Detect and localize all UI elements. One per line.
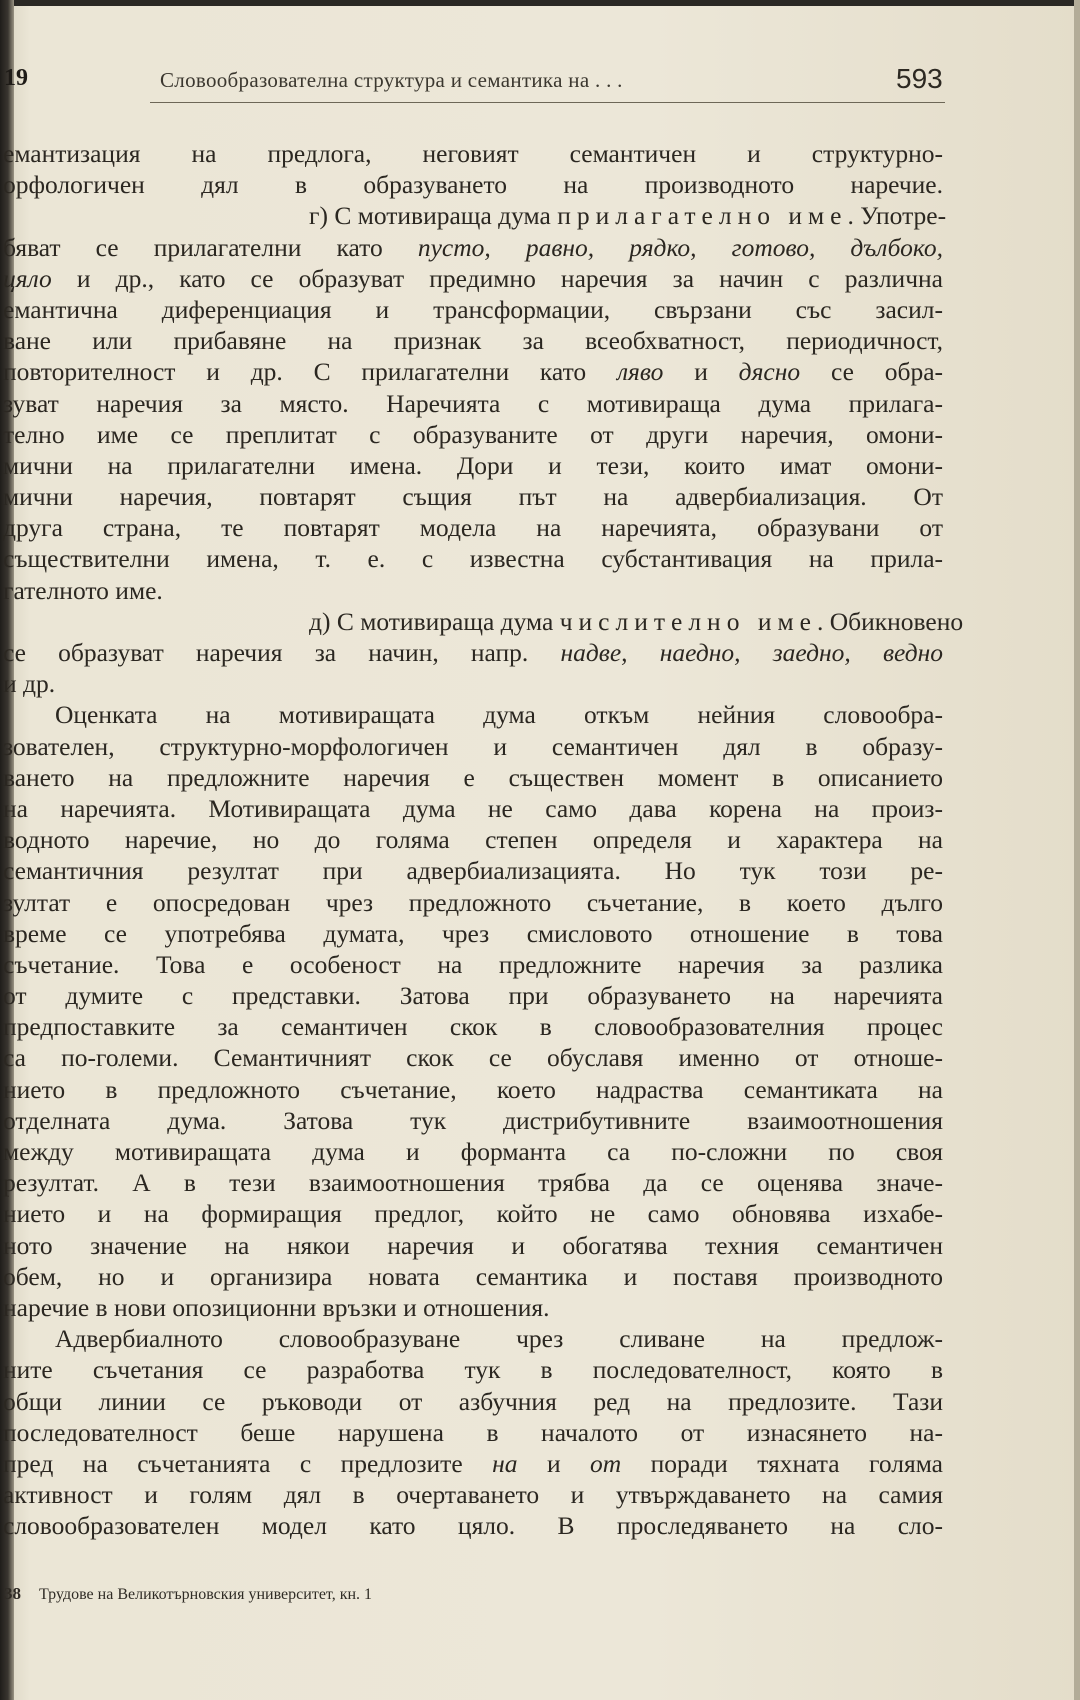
text-line: и др. xyxy=(3,669,56,699)
text-run: . Употре- xyxy=(847,201,947,231)
text-line: ването на предложните наречия е съществен момент в описанието xyxy=(3,762,943,792)
text-line: зователен, структурно-морфологичен и семантичен дял в образу- xyxy=(3,731,943,761)
page-top-edge xyxy=(0,0,1080,6)
text-line xyxy=(3,1448,943,1479)
text-line: съчетание. Това е особеност на предложните наречия за разлика xyxy=(3,949,943,979)
text-run: и xyxy=(663,357,739,387)
text-line: телно име се преплитат с образуваните от други наречия, омони- xyxy=(3,419,943,449)
italic-term: на xyxy=(492,1448,518,1478)
text-line xyxy=(3,263,943,294)
text-line: наречие в нови опозиционни връзки и отношения. xyxy=(3,1292,550,1322)
signature-number: 38 xyxy=(4,1584,21,1603)
text-line: нието и на формиращия предлог, който не само обновява изхабе- xyxy=(3,1199,943,1229)
text-line: мични на прилагателни имена. Дори и тези, които имат омони- xyxy=(3,450,943,480)
running-title: Словообразователна структура и семантика на . . . xyxy=(160,68,623,92)
page-footer xyxy=(4,1584,904,1604)
text-line: предпоставките за семантичен скок в словообразователния процес xyxy=(3,1012,943,1042)
body-text xyxy=(3,138,964,1541)
header-cut-number: 19 xyxy=(4,65,28,91)
text-line: резултат. А в тези взаимоотношения трябва да се оценява значе- xyxy=(3,1168,943,1198)
text-line: нието в предложното съчетание, което надраства семантиката на xyxy=(3,1074,943,1104)
text-line: последователност беше нарушена в началото от изнасянето на- xyxy=(3,1417,943,1447)
text-line: емантизация на предлога, неговият семантичен и структурно- xyxy=(3,139,943,168)
spaced-term: числително име xyxy=(559,606,817,636)
text-line: мични наречия, повтарят същия път на адвербиализация. От xyxy=(3,482,943,512)
italic-term: цяло xyxy=(3,263,52,293)
text-line xyxy=(3,200,947,231)
footer-text: Трудове на Великотърновския университет, кн. 1 xyxy=(39,1586,373,1603)
text-line: Адвербиалното словообразуване чрез сливане на предлож- xyxy=(55,1324,943,1354)
text-line xyxy=(3,356,943,387)
page-number: 593 xyxy=(896,63,943,94)
text-run: се образуват наречия за начин, напр. xyxy=(3,638,561,667)
text-run: бяват се прилагателни като xyxy=(3,232,418,262)
text-line: друга страна, те повтарят модела на наречията, образувани от xyxy=(3,513,943,543)
text-line xyxy=(3,637,943,668)
text-line: са по-големи. Семантичният скок се обуславя именно от отноше- xyxy=(3,1043,943,1073)
text-run: г) С мотивираща дума xyxy=(309,201,558,231)
italic-term: пусто, равно, рядко, готово, дълбоко, xyxy=(417,232,943,262)
text-line: ните съчетания се разработва тук в последователност, която в xyxy=(3,1355,943,1385)
italic-term: ляво xyxy=(616,357,664,387)
text-line: на наречията. Мотивиращата дума не само дава корена на произ- xyxy=(3,793,943,823)
text-line: зултат е опосредован чрез предложното съчетание, в което дълго xyxy=(3,887,943,917)
text-line: отделната дума. Затова тук дистрибутивните взаимоотношения xyxy=(3,1105,943,1135)
text-run: пред на съчетанията с предлозите xyxy=(3,1448,493,1478)
text-line: зуват наречия за място. Наречията с мотивираща дума прилага- xyxy=(3,388,943,418)
italic-term: от xyxy=(590,1448,622,1478)
text-line: водното наречие, но до голяма степен определя и характера на xyxy=(3,825,943,855)
text-line: семантичния резултат при адвербиализацията. Но тук този ре- xyxy=(3,856,943,886)
text-line: Оценката на мотивиращата дума откъм нейния словообра- xyxy=(55,700,943,730)
text-line: общи линии се ръководи от азбучния ред на предлозите. Тази xyxy=(3,1386,943,1416)
text-run: д) С мотивираща дума xyxy=(309,606,560,636)
header-rule xyxy=(150,102,945,103)
text-line: съществителни имена, т. е. с известна субстантивация на прила- xyxy=(3,544,943,574)
text-line: време се употребява думата, чрез смисловото отношение в това xyxy=(3,918,943,948)
text-run: и xyxy=(517,1448,591,1478)
text-run: и др., като се образуват предимно наречия за начин с различна xyxy=(51,263,943,293)
text-line: словообразователен модел като цяло. В проследяването на сло- xyxy=(3,1511,943,1541)
page-right-edge xyxy=(1074,0,1080,1700)
italic-term: дясно xyxy=(738,357,801,387)
text-line: обем, но и организира новата семантика и поставя производното xyxy=(3,1261,943,1291)
text-line: активност и голям дял в очертаването и утвърждаването на самия xyxy=(3,1480,943,1510)
text-line xyxy=(3,232,943,263)
italic-term: надве, наедно, заедно, ведно xyxy=(560,638,943,667)
text-line: емантична диференциация и трансформации, свързани със засил- xyxy=(3,294,943,324)
text-line: от думите с представки. Затова при образуването на наречията xyxy=(3,981,943,1011)
spaced-term: прилагателно име xyxy=(557,201,848,231)
text-run: повторителност и др. С прилагателни като xyxy=(3,357,617,387)
text-line: между мотивиращата дума и форманта са по-сложни по своя xyxy=(3,1137,943,1166)
text-line: ното значение на някои наречия и обогатява техния семантичен xyxy=(3,1230,943,1260)
running-header xyxy=(0,65,1080,105)
text-line: ване или прибавяне на признак за всеобхватност, периодичност, xyxy=(3,326,943,356)
text-line xyxy=(3,606,964,637)
text-run: поради тяхната голяма xyxy=(621,1448,943,1478)
text-run: . Обикновено xyxy=(816,606,964,636)
text-line: орфологичен дял в образуването на производното наречие. xyxy=(3,170,943,200)
text-line: гателното име. xyxy=(3,575,163,605)
text-run: се обра- xyxy=(800,357,944,387)
